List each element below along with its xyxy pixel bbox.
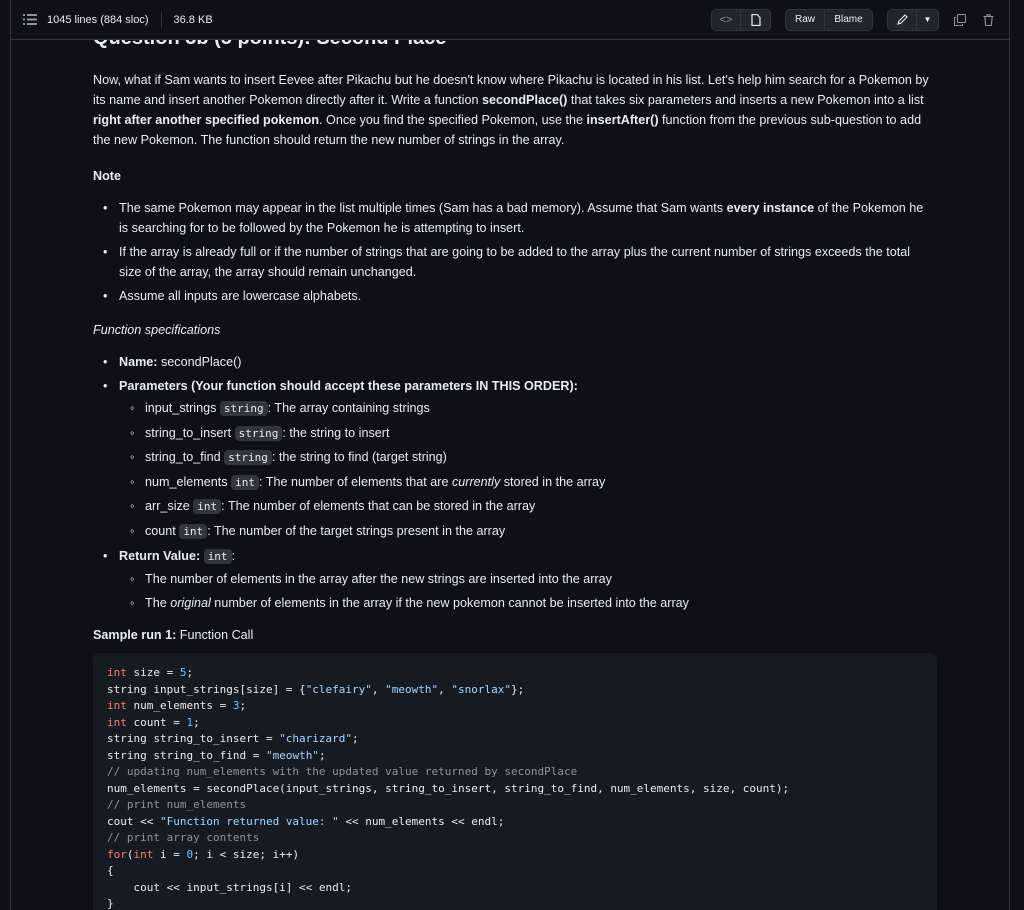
code-line [107, 716, 200, 729]
code-string: "Function returned value: " [159, 814, 339, 828]
note-text: The same Pokemon may appear in the list multiple times (Sam has a bad memory). Assume that Sam wants [119, 201, 727, 215]
code-text: ; i < size; i++) [193, 847, 300, 861]
return-italic: original [170, 595, 211, 610]
code-line [107, 815, 504, 828]
param-desc-italic: currently [451, 474, 501, 489]
param-name: num_elements [145, 474, 232, 489]
file-icon [751, 14, 761, 26]
intro-text: . Once you find the specified Pokemon, use the [319, 113, 587, 127]
param-name: count [145, 523, 180, 538]
code-keyword: for [107, 847, 127, 861]
param-desc: : the string to find (target string) [271, 450, 447, 465]
code-text: , [438, 682, 452, 696]
note-item: • Assume all inputs are lowercase alphabets. [119, 286, 929, 306]
code-keyword: int [107, 699, 127, 712]
code-line: num_elements = secondPlace(input_strings, string_to_insert, string_to_find, num_elements, size, count); [107, 781, 790, 795]
trash-icon [983, 14, 994, 26]
code-text: ; [352, 732, 359, 745]
param-name: string_to_insert [145, 425, 235, 440]
param-type: string [220, 401, 268, 416]
param-type: int [179, 524, 207, 539]
code-text: count = [126, 715, 187, 729]
code-line: cout << input_strings[i] << endl; [107, 880, 353, 894]
code-text: string input_strings[size] = { [107, 682, 306, 696]
sample-label: Sample run 1: [93, 627, 177, 642]
param-desc: : The number of the target strings present in the array [207, 523, 506, 538]
code-icon: <> [719, 13, 733, 26]
code-string: "snorlax" [451, 682, 512, 696]
note-list [93, 198, 929, 306]
param-type: int [193, 499, 221, 514]
intro-function-name: insertAfter() [586, 113, 659, 127]
param-item [145, 447, 929, 468]
param-item [145, 398, 929, 419]
code-comment: // updating num_elements with the updated value returned by secondPlace [107, 765, 578, 778]
blame-button[interactable]: Blame [825, 9, 873, 31]
return-item: ◦ The number of elements in the array after the new strings are inserted into the array [145, 569, 929, 589]
copy-icon [954, 14, 966, 26]
spec-label: Name: [119, 355, 158, 369]
param-list [119, 398, 929, 542]
code-text: string string_to_insert = [107, 732, 280, 745]
param-type: string [224, 450, 272, 465]
return-list [119, 569, 929, 613]
code-number: 5 [179, 666, 187, 679]
code-text: << num_elements << endl; [338, 814, 505, 828]
code-line: } [107, 897, 114, 910]
return-type: int [204, 549, 232, 564]
code-text: i = [153, 847, 187, 861]
return-text: The [145, 595, 171, 610]
param-item [145, 423, 929, 444]
param-name: input_strings [145, 401, 220, 415]
file-toolbar [11, 0, 1010, 40]
code-text: ; [239, 699, 247, 712]
spec-heading: Function specifications [93, 323, 221, 337]
code-text: size = [126, 666, 180, 679]
param-item [145, 496, 929, 517]
note-bold-text: every instance [726, 201, 815, 215]
spec-list [93, 352, 929, 613]
file-size: 36.8 KB [173, 13, 213, 26]
intro-text: Now, what if Sam wants to insert Eevee after Pikachu but he doesn't know where Pikachu is located in his list. Let's help him search for a Pokemon by its name and insert another Pokemon directly after it. Write a function [93, 73, 929, 107]
code-line: { [107, 864, 114, 877]
code-keyword: int [107, 715, 127, 729]
return-text: number of elements in the array if the new pokemon cannot be inserted into the array [210, 595, 689, 610]
param-desc: : The array containing strings [267, 401, 430, 415]
spec-return-item [119, 546, 929, 613]
code-keyword: int [107, 666, 127, 679]
return-item [145, 593, 929, 613]
return-colon: : [231, 548, 236, 563]
code-line [107, 699, 246, 712]
raw-button[interactable]: Raw [785, 9, 825, 31]
note-item [119, 198, 929, 238]
raw-blame-group [785, 9, 873, 31]
code-text: cout << [107, 814, 160, 828]
spec-name-item [119, 352, 929, 372]
edit-group [887, 9, 939, 31]
code-line [107, 683, 524, 696]
code-number: 0 [186, 847, 194, 861]
code-block[interactable] [93, 653, 937, 910]
code-string: "clefairy" [305, 682, 372, 696]
code-line [107, 732, 359, 745]
param-type: int [231, 475, 259, 490]
param-desc: : The number of elements that are [258, 474, 452, 489]
code-text: ( [126, 847, 134, 861]
preview-button[interactable] [741, 9, 771, 31]
line-count: 1045 lines (884 sloc) [47, 13, 149, 26]
file-viewer [10, 0, 1010, 910]
param-name: arr_size [145, 499, 194, 514]
readme-content [93, 26, 929, 645]
code-text: ; [186, 666, 194, 679]
code-text: ; [318, 748, 326, 762]
code-line [107, 749, 326, 762]
code-text: , [371, 682, 386, 696]
param-name: string_to_find [145, 450, 225, 465]
list-icon[interactable] [23, 14, 37, 25]
code-view-button[interactable] [711, 9, 741, 31]
code-number: 1 [186, 715, 194, 729]
code-number: 3 [232, 699, 240, 712]
intro-function-name: secondPlace() [481, 93, 568, 107]
delete-button[interactable] [977, 9, 999, 31]
param-desc: : the string to insert [282, 425, 390, 440]
spec-label: Parameters (Your function should accept these parameters IN THIS ORDER): [119, 379, 578, 393]
pencil-icon [897, 14, 908, 25]
spec-label: Return Value: [119, 548, 201, 563]
intro-text: function from the previous sub-question to add the new Pokemon. The function should return the new number of strings in the array. [93, 113, 922, 147]
code-text: num_elements = [126, 699, 233, 712]
code-text: }; [511, 682, 525, 696]
copy-button[interactable] [949, 9, 971, 31]
triangle-down-icon: ▼ [923, 15, 932, 24]
code-string: "meowth" [265, 748, 319, 762]
sample-run-heading [93, 625, 929, 645]
code-comment: // print array contents [107, 831, 260, 844]
param-desc: stored in the array [500, 474, 606, 489]
code-text: ; [193, 715, 200, 729]
edit-dropdown-button[interactable] [917, 9, 939, 31]
intro-paragraph [93, 70, 929, 150]
intro-text: that takes six parameters and inserts a new Pokemon into a list [567, 93, 924, 107]
code-string: "meowth" [385, 682, 439, 696]
edit-button[interactable] [887, 9, 917, 31]
code-keyword: int [133, 847, 154, 861]
code-line [107, 666, 193, 679]
spec-value: secondPlace() [157, 355, 242, 369]
intro-bold-text: right after another specified pokemon [93, 113, 320, 127]
param-desc: : The number of elements that can be stored in the array [221, 499, 536, 514]
note-heading: Note [93, 169, 121, 183]
param-type: string [235, 426, 283, 441]
view-toggle [711, 9, 771, 31]
param-item [145, 521, 929, 542]
toolbar-divider [161, 12, 162, 28]
note-text: of the Pokemon he is searching for to be followed by the Pokemon he is attempting to insert. [119, 201, 924, 235]
note-item: • If the array is already full or if the number of strings that are going to be added to the array plus the current number of strings exceeds the total size of the array, the array should remain unchanged. [119, 242, 929, 282]
code-text: string string_to_find = [107, 748, 266, 762]
sample-text: Function Call [176, 627, 254, 642]
param-item [145, 472, 929, 493]
spec-params-item [119, 376, 929, 542]
code-line [107, 848, 299, 861]
code-string: "charizard" [279, 732, 353, 745]
code-comment: // print num_elements [107, 798, 247, 811]
